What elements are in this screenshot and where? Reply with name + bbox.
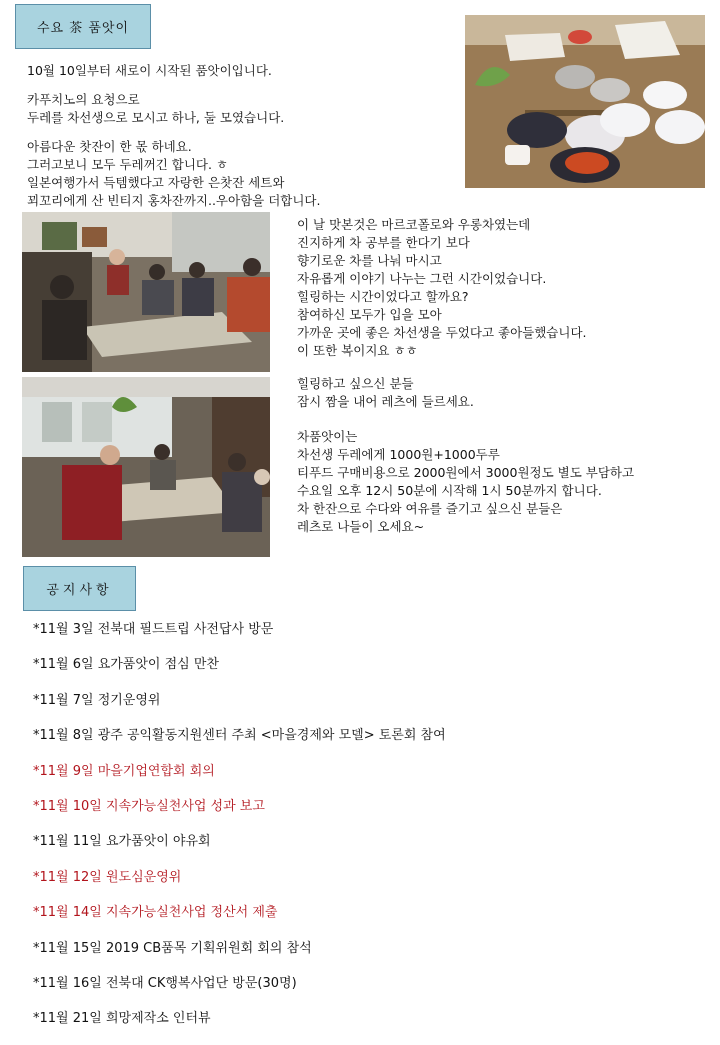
body-paragraph-details: 차품앗이는 차선생 두레에게 1000원+1000두루 티푸드 구매비용으로 2000원에서 3000원정도 별도 부담하고 수요일 오후 12시 50분에 시작해 1시 50분까지 합니다. 차 한잔으로 수다와 여유를 즐기고 싶으신 분들은 레츠로 나들이 오세요~ bbox=[297, 429, 635, 534]
notice-item: *11월 6일 요가품앗이 점심 만찬 bbox=[33, 657, 219, 673]
notice-item: *11월 15일 2019 CB품목 기획위원회 회의 참석 bbox=[33, 940, 312, 956]
body-paragraph-invite: 힐링하고 싶으신 분들 잠시 짬을 내어 레츠에 들르세요. bbox=[297, 376, 474, 409]
intro-paragraph-start: 10월 10일부터 새로이 시작된 품앗이입니다. bbox=[27, 63, 272, 78]
notice-item: *11월 9일 마을기업연합회 회의 bbox=[33, 763, 215, 779]
notice-item: *11월 3일 전북대 필드트립 사전답사 방문 bbox=[33, 622, 274, 637]
section-tag-notices: 공지사항 bbox=[23, 566, 136, 611]
notice-item: *11월 14일 지속가능실천사업 정산서 제출 bbox=[33, 905, 278, 921]
notice-item: *11월 8일 광주 공익활동지원센터 주최 <마을경제와 모델> 토론회 참여 bbox=[33, 728, 446, 744]
notice-item: *11월 21일 희망제작소 인터뷰 bbox=[33, 1011, 211, 1027]
notice-item: *11월 7일 정기운영위 bbox=[33, 692, 161, 708]
meeting-photo-1 bbox=[22, 212, 270, 372]
notice-item: *11월 16일 전북대 CK행복사업단 방문(30명) bbox=[33, 975, 297, 991]
notice-item: *11월 11일 요가품앗이 야유회 bbox=[33, 834, 211, 850]
notice-item: *11월 10일 지속가능실천사업 성과 보고 bbox=[33, 798, 265, 814]
tea-table-photo bbox=[465, 15, 705, 188]
notice-item: *11월 12일 원도심운영위 bbox=[33, 869, 182, 885]
meeting-photo-2 bbox=[22, 377, 270, 557]
body-paragraph-session: 이 날 맛본것은 마르코폴로와 우롱차였는데 진지하게 차 공부를 한다기 보다 향기로운 차를 나눠 마시고 자유롭게 이야기 나누는 그런 시간이었습니다. 힐링하는 시간이었다고 할까요? 참여하신 모두가 입을 모아 가까운 곳에 좋은 차선생을 두었다고 좋아들했습니다. 이 또한 복이지요 ㅎㅎ bbox=[297, 217, 587, 358]
intro-paragraph-request: 카푸치노의 요청으로 두레를 차선생으로 모시고 하나, 둘 모였습니다. bbox=[27, 92, 285, 125]
section-tag-tea-pumasi: 수요 茶 품앗이 bbox=[15, 4, 151, 49]
notice-list bbox=[33, 620, 446, 1045]
intro-paragraph-teacups: 아름다운 찻잔이 한 몫 하네요. 그러고보니 모두 두레꺼긴 합니다. ㅎ 일본여행가서 득템했다고 자랑한 은찻잔 세트와 꾀꼬리에게 산 빈티지 홍차잔까지..우아함을 더합니다. bbox=[27, 139, 321, 208]
